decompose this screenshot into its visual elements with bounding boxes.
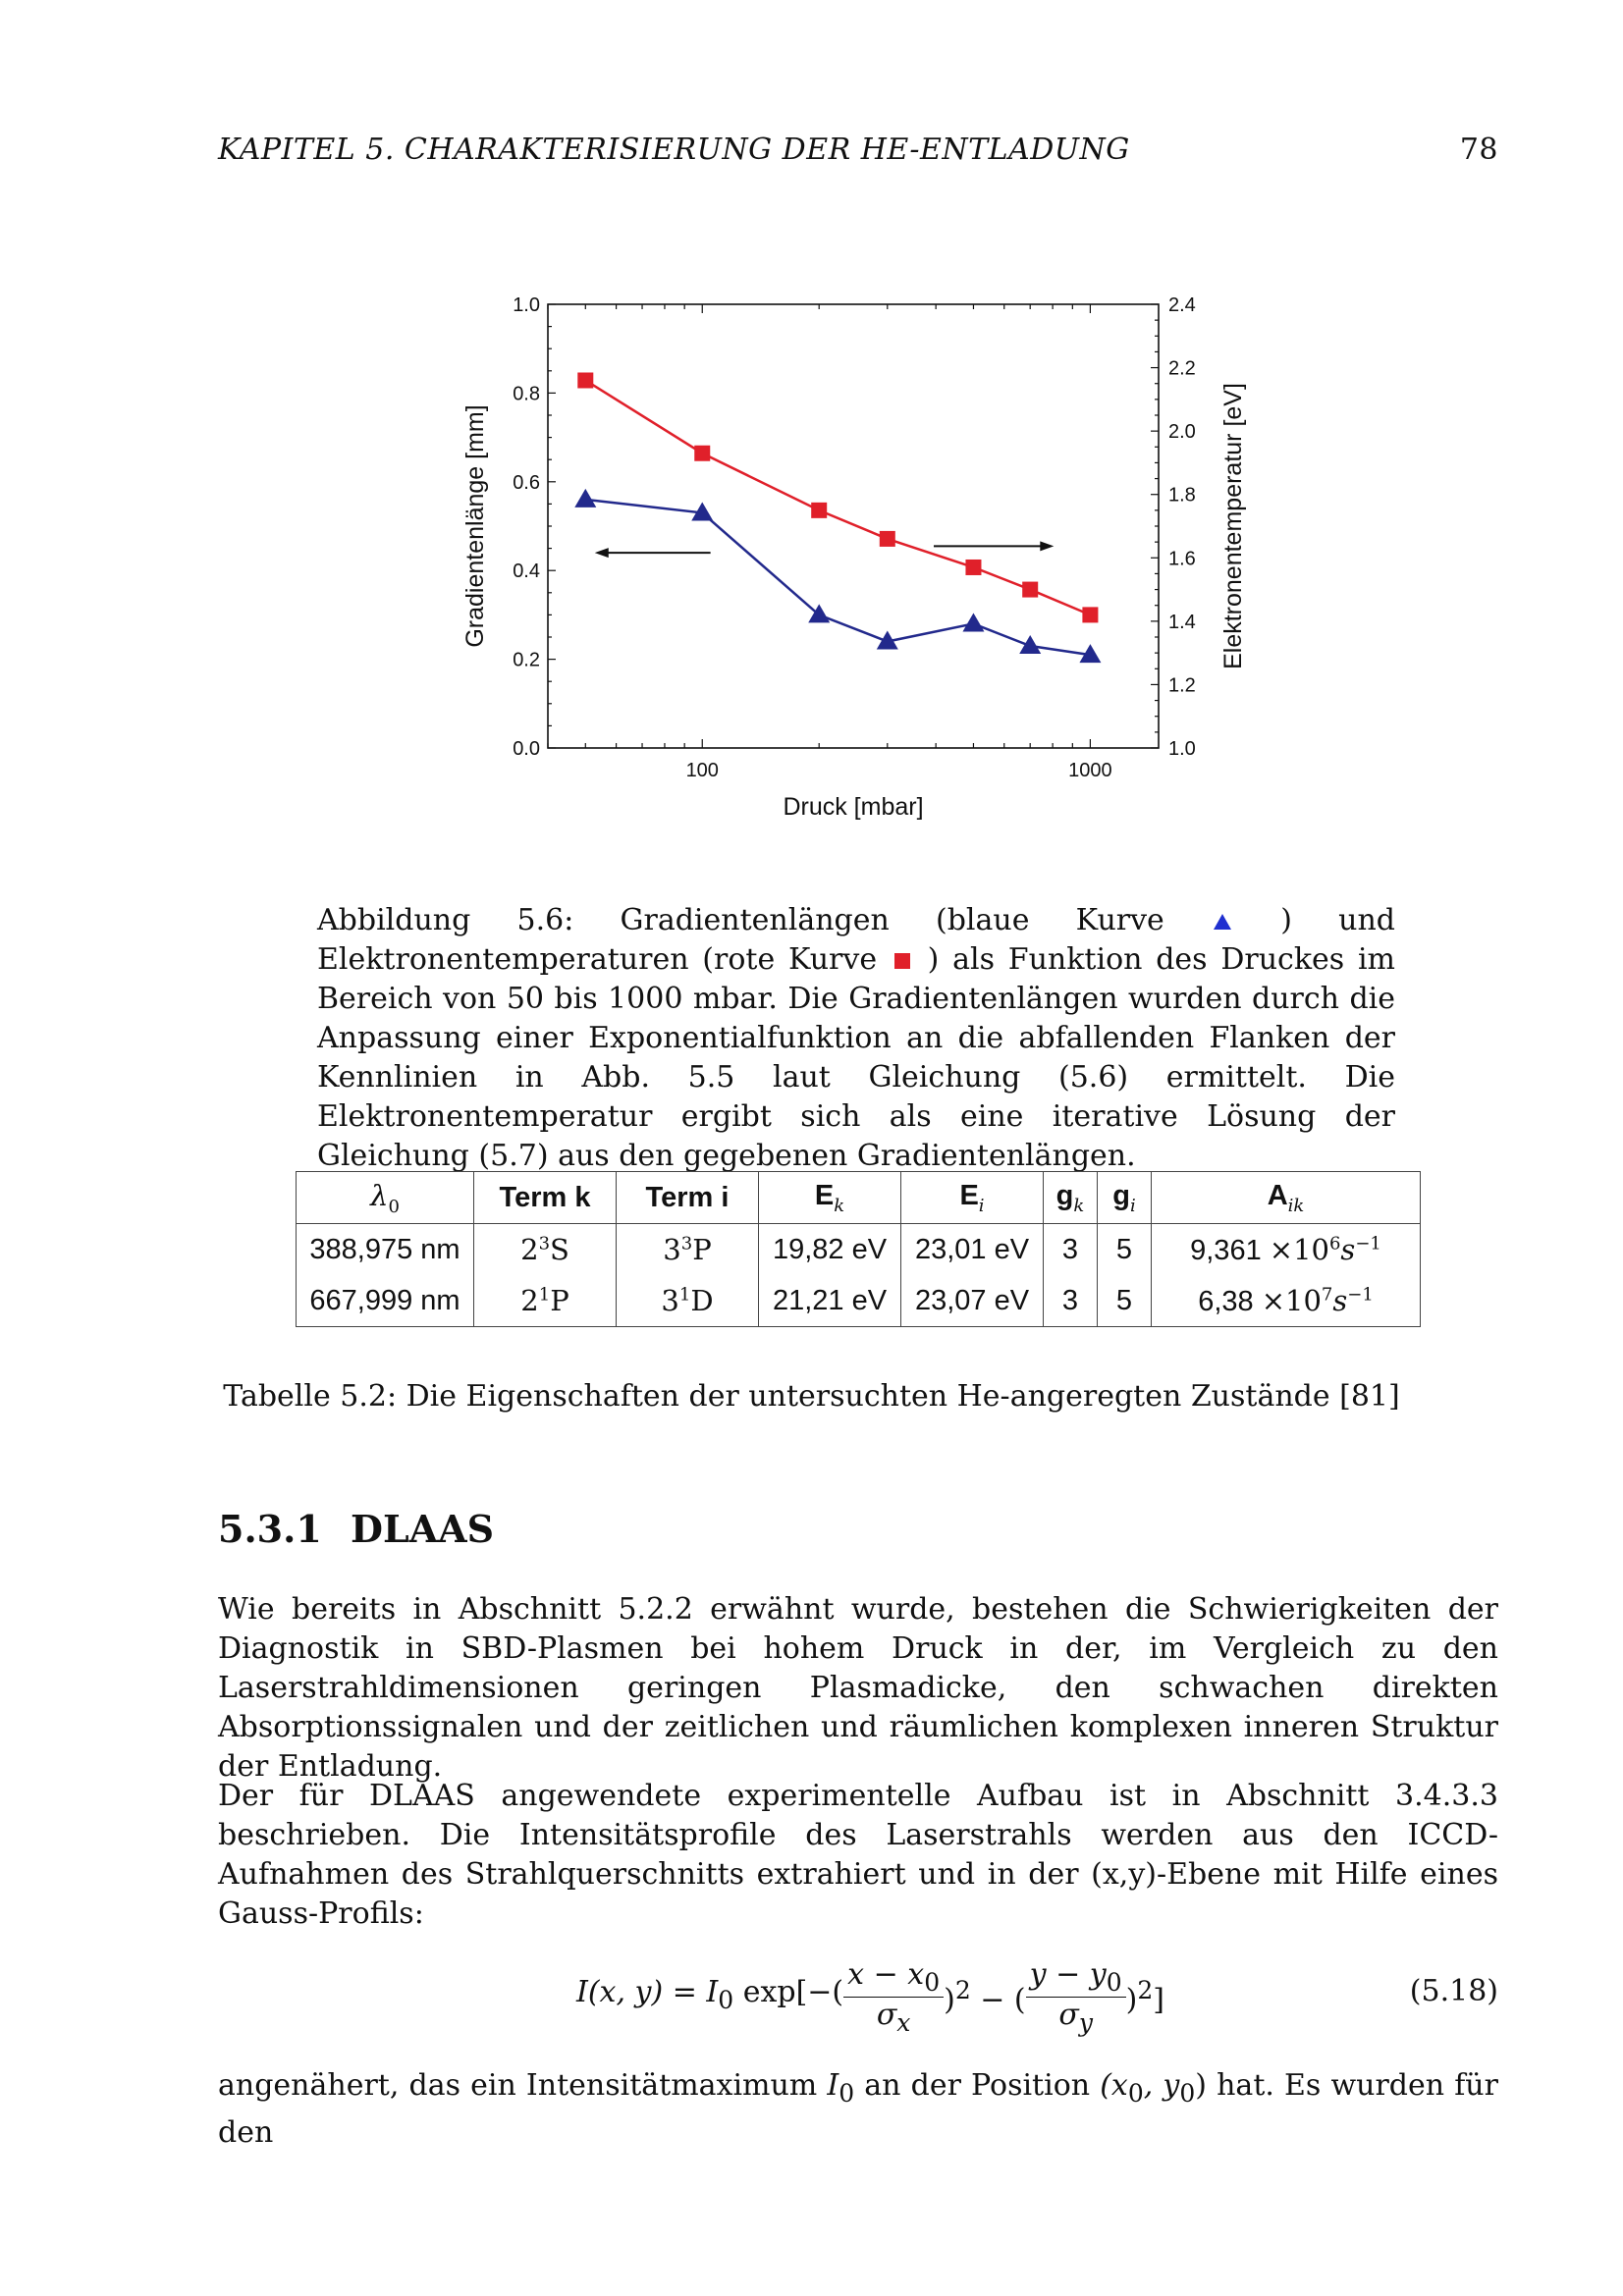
running-title: KAPITEL 5. CHARAKTERISIERUNG DER HE-ENTLADUNG <box>218 133 1130 167</box>
square-point <box>965 560 981 575</box>
blue-triangle-legend-icon <box>1213 912 1232 932</box>
fraction-x: $\frac{x - x_0}{\sigma_x}$ <box>843 1957 944 2037</box>
red-series-line <box>585 380 1090 614</box>
paragraph-1: Wie bereits in Abschnitt 5.2.2 erwähnt wurde, bestehen die Schwierigkeiten der Diagnostik in SBD-Plasmen bei hohem Druck in der, im Vergleich zu den Laserstrahldimensionen geringen Plasmadicke, den schwachen direkten Absorptionssignalen und der zeitlichen und räumlichen komplexen inneren Struktur der Entladung. <box>218 1592 1498 1784</box>
cell-aik: $6,38 \times 10^7s^{-1}$ <box>1152 1275 1421 1327</box>
cell-ek: 21,21 eV <box>759 1275 901 1327</box>
equation-number: (5.18) <box>1409 1974 1498 2008</box>
caption-text-2: ) und Elektronentemperaturen (rote Kurve <box>317 903 1396 977</box>
table-row <box>297 1275 1421 1327</box>
equation-body: I(x, $y) = I_0$ exp[−( $\frac{x - x_0}{\sigma_x}$ )$^2$ − ( $\frac{y - y_0}{\sigma_y}$ )$^2$] <box>576 1956 1164 2037</box>
cell-lambda: 388,975 nm <box>297 1224 474 1276</box>
x-tick-label: 1000 <box>1068 760 1112 781</box>
y2-tick-label: 2.0 <box>1168 421 1196 444</box>
square-point <box>1022 582 1038 598</box>
cell-aik: $9,361 \times 10^6s^{-1}$ <box>1152 1224 1421 1276</box>
cell-ei: 23,01 eV <box>901 1224 1044 1276</box>
plot-frame <box>548 304 1159 748</box>
square-point <box>811 503 827 518</box>
paragraph-2: Der für DLAAS angewendete experimentelle Aufbau ist in Abschnitt 3.4.3.3 beschrieben. Die Intensitätsprofile des Laserstrahls werden aus den ICCD-Aufnahmen des Strahlquerschnitts extrahiert und in der (x,y)-Ebene mit Hilfe eines Gauss-Profils: <box>218 1779 1498 1931</box>
paragraph-3: angenähert, das ein Intensitätmaximum $I_0$ an der Position ($x_0$, $y_0$) hat. Es wurden für den <box>218 2068 1498 2150</box>
he-states-table <box>296 1171 1421 1327</box>
cell-ei: 23,07 eV <box>901 1275 1044 1327</box>
caption-text-1: Abbildung 5.6: Gradientenlängen (blaue Kurve <box>317 903 1164 937</box>
col-term-k: Term k <box>474 1172 617 1224</box>
caption-text-3: ) als Funktion des Druckes im Bereich von 50 bis 1000 mbar. Die Gradientenlängen wurden durch die Anpassung einer Exponentialfunktion an die abfallenden Flanken der Kennlinien in Abb. 5.5 laut Gleichung (5.6) ermittelt. Die Elektronentemperatur ergibt sich als eine iterative Lösung der Gleichung (5.7) aus den gegebenen Gradientenlängen. <box>317 942 1395 1173</box>
y2-tick-label: 2.4 <box>1168 294 1196 316</box>
dual-axis-chart <box>442 275 1306 844</box>
cell-gi: 5 <box>1098 1275 1152 1327</box>
y2-tick-label: 2.2 <box>1168 357 1196 380</box>
square-point <box>880 531 895 547</box>
section-title: DLAAS <box>351 1507 495 1551</box>
x-axis-label: Druck [mbar] <box>783 793 924 821</box>
section-heading <box>218 1507 494 1551</box>
red-square-legend-icon <box>893 951 912 971</box>
right-arrow-head <box>1040 541 1054 551</box>
cell-term-k: $2^1P$ <box>474 1275 617 1327</box>
cell-lambda: 667,999 nm <box>297 1275 474 1327</box>
y-tick-label: 0.0 <box>513 738 540 760</box>
cell-term-i: $3^1D$ <box>617 1275 759 1327</box>
y2-tick-label: 1.0 <box>1168 738 1196 760</box>
col-ek: $E_k$ <box>759 1172 901 1224</box>
y2-tick-label: 1.4 <box>1168 611 1196 633</box>
cell-gk: 3 <box>1044 1275 1098 1327</box>
table-row <box>297 1224 1421 1276</box>
figure-caption <box>317 901 1395 1176</box>
y2-tick-label: 1.2 <box>1168 674 1196 697</box>
y2-axis-label: Elektronentemperatur [eV] <box>1219 383 1247 669</box>
y-axis-label: Gradientenlänge [mm] <box>461 404 489 648</box>
cell-ek: 19,82 eV <box>759 1224 901 1276</box>
y-tick-label: 0.6 <box>513 471 540 494</box>
col-lambda: $\lambda_0$ <box>297 1172 474 1224</box>
y-tick-label: 0.8 <box>513 383 540 405</box>
blue-series-line <box>585 500 1090 655</box>
cell-term-k: $2^3S$ <box>474 1224 617 1276</box>
square-point <box>694 446 710 461</box>
square-point <box>577 372 593 388</box>
y-tick-label: 0.2 <box>513 649 540 671</box>
x-tick-label: 100 <box>685 760 719 781</box>
fraction-y: $\frac{y - y_0}{\sigma_y}$ <box>1026 1957 1126 2037</box>
cell-gi: 5 <box>1098 1224 1152 1276</box>
y-tick-label: 0.4 <box>513 561 540 583</box>
y2-tick-label: 1.8 <box>1168 484 1196 507</box>
col-term-i: Term i <box>617 1172 759 1224</box>
col-gk: $g_k$ <box>1044 1172 1098 1224</box>
col-aik: $A_{ik}$ <box>1152 1172 1421 1224</box>
col-ei: $E_i$ <box>901 1172 1044 1224</box>
col-gi: $g_i$ <box>1098 1172 1152 1224</box>
left-arrow-head <box>595 548 609 558</box>
section-number: 5.3.1 <box>218 1507 322 1551</box>
triangle-point <box>574 489 596 507</box>
y2-tick-label: 1.6 <box>1168 548 1196 570</box>
triangle-point <box>962 613 984 631</box>
page-number: 78 <box>1459 133 1498 167</box>
triangle-point <box>1019 635 1041 654</box>
page-header <box>218 133 1498 172</box>
table-caption: Tabelle 5.2: Die Eigenschaften der untersuchten He-angeregten Zustände [81] <box>223 1379 1400 1414</box>
cell-term-i: $3^3P$ <box>617 1224 759 1276</box>
y-tick-label: 1.0 <box>513 294 540 316</box>
cell-gk: 3 <box>1044 1224 1098 1276</box>
square-point <box>1082 607 1098 622</box>
table-header-row <box>297 1172 1421 1224</box>
equation-5-18 <box>218 1939 1498 2047</box>
